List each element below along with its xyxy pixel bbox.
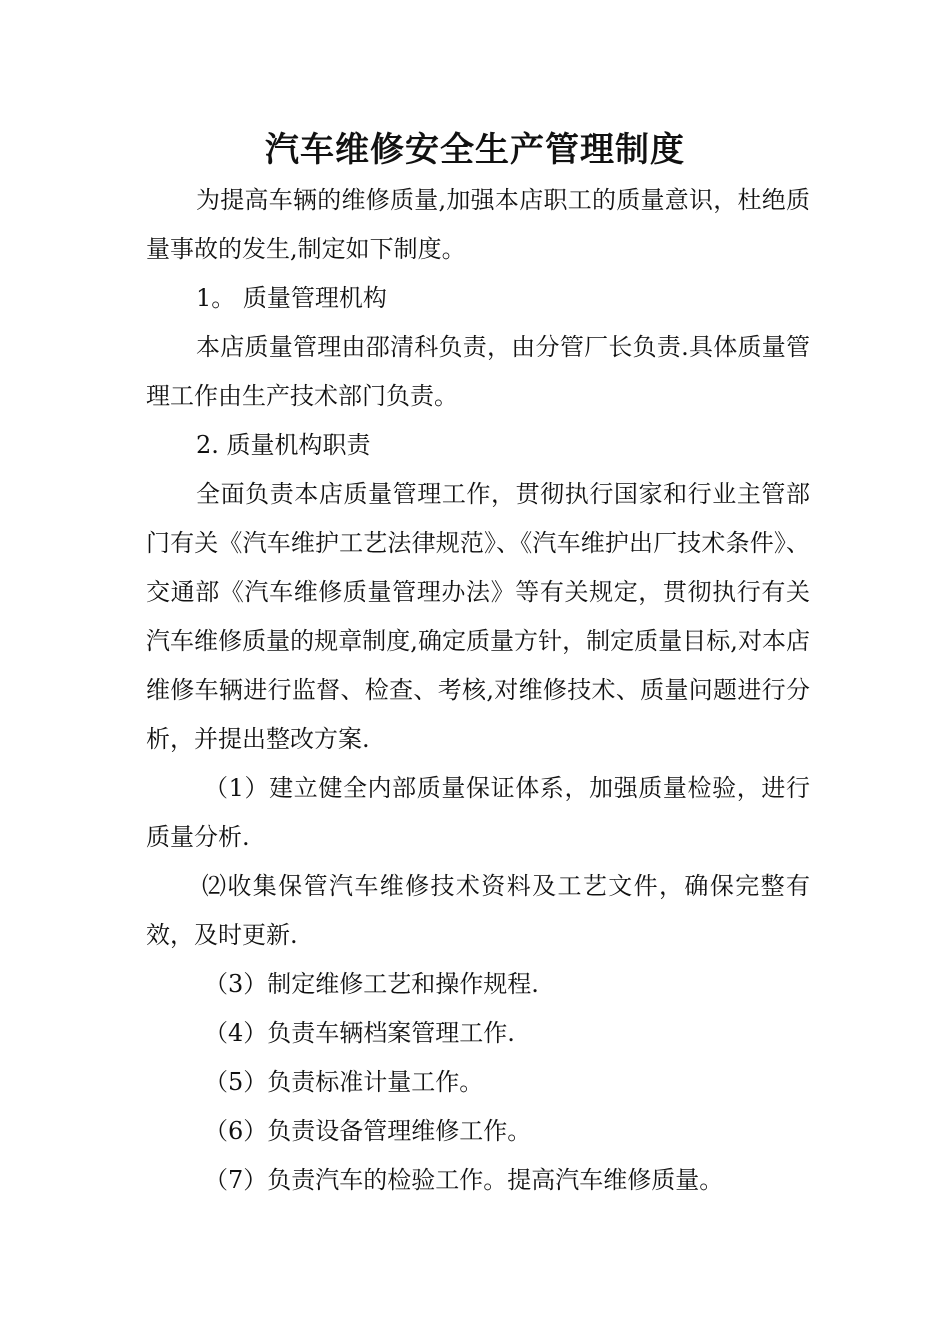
document-title: 汽车维修安全生产管理制度: [265, 130, 685, 170]
list-item: ⑵收集保管汽车维修技术资料及工艺文件，确保完整有效，及时更新.: [146, 872, 810, 949]
intro-paragraph: 为提高车辆的维修质量,加强本店职工的质量意识，杜绝质量事故的发生,制定如下制度。: [146, 186, 810, 263]
section-2-paragraph: 全面负责本店质量管理工作，贯彻执行国家和行业主管部门有关《汽车维护工艺法律规范》、《汽车维护出厂技术条件》、交通部《汽车维修质量管理办法》等有关规定，贯彻执行有关汽车维修质量的规章制度,确定质量方针，制定质量目标,对本店维修车辆进行监督、检查、考核,对维修技术、质量问题进行分析，并提出整改方案.: [146, 480, 810, 753]
list-item: （7）负责汽车的检验工作。提高汽车维修质量。: [204, 1166, 724, 1194]
section-heading-1: 1。 质量管理机构: [196, 284, 387, 312]
list-item: （6）负责设备管理维修工作。: [204, 1117, 532, 1145]
section-1-paragraph: 本店质量管理由邵清科负责，由分管厂长负责.具体质量管理工作由生产技术部门负责。: [146, 333, 810, 410]
list-item: （5）负责标准计量工作。: [204, 1068, 484, 1096]
list-item: （4）负责车辆档案管理工作.: [204, 1019, 515, 1047]
document-body: [146, 176, 810, 1205]
list-item: （3）制定维修工艺和操作规程.: [204, 970, 539, 998]
section-heading-2: 2. 质量机构职责: [196, 431, 371, 459]
list-item: （1）建立健全内部质量保证体系，加强质量检验，进行质量分析.: [146, 774, 810, 851]
